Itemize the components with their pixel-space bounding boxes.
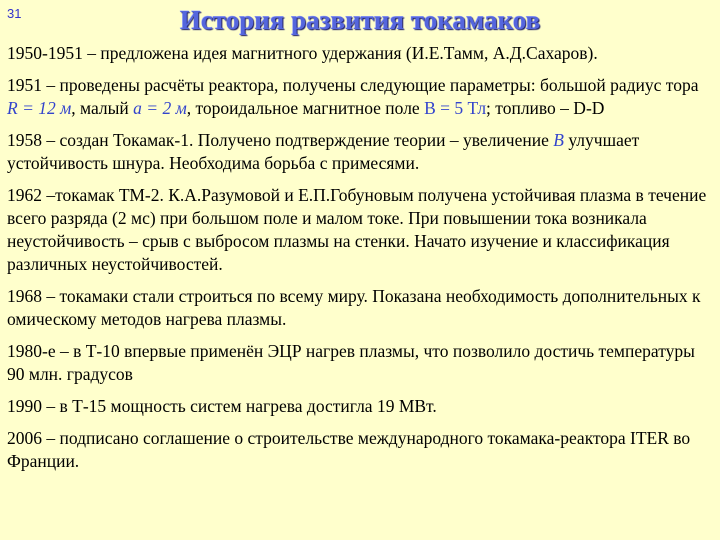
entry-1980: 1980-е – в Т-10 впервые применён ЭЦР нагрев плазмы, что позволило достичь температуры 90 млн. градусов bbox=[7, 341, 695, 384]
entry-1951-text-b: , малый bbox=[71, 98, 134, 118]
entry-1951-text-c: , тороидальное магнитное поле bbox=[186, 98, 425, 118]
slide-title: История развития токамаков bbox=[179, 5, 541, 35]
page-number: 31 bbox=[7, 6, 22, 21]
minor-radius-value: a = 2 м bbox=[133, 98, 187, 118]
timeline-content bbox=[7, 42, 712, 482]
entry-1968: 1968 – токамаки стали строиться по всему миру. Показана необходимость дополнительных к омическому методов нагрева плазмы. bbox=[7, 286, 701, 329]
entry-2006: 2006 – подписано соглашение о строительстве международного токамака-реактора ITER во Франции. bbox=[7, 428, 691, 471]
entry-1951-text-d: ; топливо – D-D bbox=[486, 98, 605, 118]
entry-1951 bbox=[7, 74, 712, 120]
entry-1951-text-a: 1951 – проведены расчёты реактора, получены следующие параметры: большой радиус тора bbox=[7, 75, 699, 95]
entry-1958-text-b: улучшает устойчивость шнура. Необходима борьба с примесями. bbox=[7, 130, 640, 173]
entry-1958-text-a: 1958 – создан Токамак-1. Получено подтверждение теории – увеличение bbox=[7, 130, 554, 150]
entry-1950: 1950-1951 – предложена идея магнитного удержания (И.Е.Тамм, А.Д.Сахаров). bbox=[7, 43, 598, 63]
entry-1990: 1990 – в Т-15 мощность систем нагрева достигла 19 МВт. bbox=[7, 396, 437, 416]
field-symbol: B bbox=[553, 130, 564, 150]
entry-1958 bbox=[7, 129, 712, 175]
entry-1962: 1962 –токамак ТМ-2. К.А.Разумовой и Е.П.Гобуновым получена устойчивая плазма в течение всего разряда (2 мс) при большом поле и малом токе. При повышении тока возникала неустойчивость – срыв с выбросом плазмы на стенки. Начато изучение и классификация различных неустойчивостей. bbox=[7, 185, 707, 274]
magnetic-field-value: B = 5 Тл bbox=[424, 98, 487, 118]
major-radius-value: R = 12 м bbox=[7, 98, 72, 118]
